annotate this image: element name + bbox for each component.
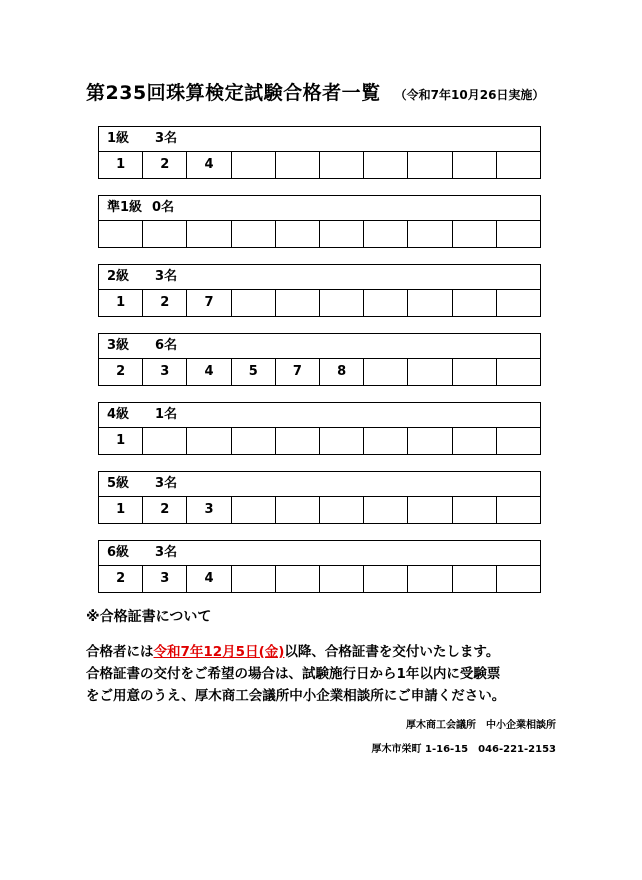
number-row bbox=[99, 566, 540, 592]
grade-header bbox=[99, 541, 540, 566]
notice-line-2: 合格証書の交付をご希望の場合は、試験施行日から1年以内に受験票 bbox=[86, 666, 501, 682]
number-row bbox=[99, 497, 540, 523]
page-title bbox=[86, 78, 544, 105]
number-cell bbox=[363, 221, 407, 247]
grade-table-6kyu bbox=[98, 540, 541, 593]
grade-label: 5級 bbox=[107, 476, 130, 491]
number-cell bbox=[319, 566, 363, 592]
grade-count: 3名 bbox=[155, 269, 178, 284]
number-cell bbox=[319, 428, 363, 454]
number-cell bbox=[275, 152, 319, 178]
number-cell: 1 bbox=[116, 157, 126, 172]
number-cell bbox=[231, 497, 275, 523]
number-row bbox=[99, 221, 540, 247]
grade-header bbox=[99, 265, 540, 290]
number-cell bbox=[363, 359, 407, 385]
number-cell bbox=[275, 290, 319, 316]
number-cell bbox=[319, 152, 363, 178]
grade-label: 準1級 bbox=[107, 200, 143, 215]
number-cell bbox=[452, 428, 496, 454]
number-cell bbox=[407, 359, 451, 385]
number-cell: 2 bbox=[116, 571, 126, 586]
number-cell bbox=[496, 359, 540, 385]
number-cell bbox=[452, 152, 496, 178]
certificate-notice-heading: ※合格証書について bbox=[86, 609, 212, 625]
number-cell bbox=[496, 152, 540, 178]
number-row bbox=[99, 359, 540, 385]
number-cell bbox=[231, 566, 275, 592]
title-main: 第235回珠算検定試験合格者一覧 bbox=[86, 82, 381, 104]
number-cell: 7 bbox=[275, 359, 319, 385]
number-cell bbox=[275, 221, 319, 247]
number-cell: 2 bbox=[142, 497, 186, 523]
number-cell: 5 bbox=[231, 359, 275, 385]
grade-count: 3名 bbox=[155, 476, 178, 491]
number-cell bbox=[319, 497, 363, 523]
number-cell bbox=[363, 152, 407, 178]
number-cell bbox=[407, 221, 451, 247]
number-cell bbox=[231, 428, 275, 454]
number-cell bbox=[142, 221, 186, 247]
number-cell bbox=[231, 152, 275, 178]
number-cell bbox=[452, 497, 496, 523]
number-cell bbox=[363, 290, 407, 316]
grade-count: 3名 bbox=[155, 131, 178, 146]
number-cell bbox=[363, 428, 407, 454]
number-cell bbox=[407, 428, 451, 454]
number-cell: 2 bbox=[142, 152, 186, 178]
number-cell bbox=[496, 290, 540, 316]
grade-table-4kyu bbox=[98, 402, 541, 455]
number-cell bbox=[319, 290, 363, 316]
notice-line-1 bbox=[86, 641, 566, 663]
footer-organization: 厚木商工会議所 中小企業相談所 bbox=[406, 720, 556, 731]
number-cell bbox=[496, 221, 540, 247]
number-cell: 3 bbox=[186, 497, 230, 523]
number-cell bbox=[186, 221, 230, 247]
number-cell bbox=[407, 152, 451, 178]
grade-table-5kyu bbox=[98, 471, 541, 524]
number-cell: 7 bbox=[186, 290, 230, 316]
grade-table-jun1kyu bbox=[98, 195, 541, 248]
grade-header bbox=[99, 403, 540, 428]
number-cell bbox=[452, 566, 496, 592]
grade-header bbox=[99, 127, 540, 152]
number-cell: 1 bbox=[116, 433, 126, 448]
grade-header bbox=[99, 196, 540, 221]
grade-header bbox=[99, 334, 540, 359]
grade-label: 6級 bbox=[107, 545, 130, 560]
number-cell bbox=[452, 221, 496, 247]
number-cell bbox=[496, 497, 540, 523]
number-cell: 3 bbox=[142, 566, 186, 592]
grade-count: 1名 bbox=[155, 407, 178, 422]
notice-line-1-start: 合格者には bbox=[86, 644, 154, 660]
number-cell: 1 bbox=[116, 502, 126, 517]
number-cell bbox=[407, 497, 451, 523]
number-cell bbox=[452, 359, 496, 385]
grade-label: 3級 bbox=[107, 338, 130, 353]
number-cell: 4 bbox=[186, 359, 230, 385]
grade-count: 3名 bbox=[155, 545, 178, 560]
number-row bbox=[99, 152, 540, 178]
notice-line-1-end: 以降、合格証書を交付いたします。 bbox=[284, 644, 500, 660]
number-cell bbox=[319, 221, 363, 247]
number-cell bbox=[275, 428, 319, 454]
notice-issue-date: 令和7年12月5日(金) bbox=[153, 644, 285, 660]
number-cell bbox=[363, 566, 407, 592]
number-cell bbox=[275, 497, 319, 523]
grade-header bbox=[99, 472, 540, 497]
grade-label: 1級 bbox=[107, 131, 130, 146]
number-cell bbox=[142, 428, 186, 454]
certificate-notice-body bbox=[86, 641, 566, 707]
number-cell: 4 bbox=[186, 152, 230, 178]
number-cell bbox=[231, 221, 275, 247]
grade-count: 6名 bbox=[155, 338, 178, 353]
number-cell bbox=[99, 221, 142, 247]
grade-table-2kyu bbox=[98, 264, 541, 317]
grade-label: 2級 bbox=[107, 269, 130, 284]
grade-table-1kyu bbox=[98, 126, 541, 179]
number-cell bbox=[275, 566, 319, 592]
number-row bbox=[99, 290, 540, 316]
number-cell: 4 bbox=[186, 566, 230, 592]
number-cell: 1 bbox=[116, 295, 126, 310]
number-cell bbox=[496, 428, 540, 454]
number-cell: 2 bbox=[142, 290, 186, 316]
number-cell: 2 bbox=[116, 364, 126, 379]
grade-label: 4級 bbox=[107, 407, 130, 422]
grade-count: 0名 bbox=[152, 200, 175, 215]
footer-address: 厚木市栄町 1-16-15 046-221-2153 bbox=[371, 744, 556, 755]
number-cell bbox=[452, 290, 496, 316]
number-cell bbox=[407, 566, 451, 592]
number-cell bbox=[363, 497, 407, 523]
number-cell bbox=[231, 290, 275, 316]
number-row bbox=[99, 428, 540, 454]
number-cell: 3 bbox=[142, 359, 186, 385]
number-cell bbox=[186, 428, 230, 454]
notice-line-3: をご用意のうえ、厚木商工会議所中小企業相談所にご申請ください。 bbox=[86, 688, 506, 704]
number-cell bbox=[407, 290, 451, 316]
number-cell: 8 bbox=[319, 359, 363, 385]
number-cell bbox=[496, 566, 540, 592]
title-date: （令和7年10月26日実施） bbox=[394, 88, 545, 102]
grade-table-3kyu bbox=[98, 333, 541, 386]
